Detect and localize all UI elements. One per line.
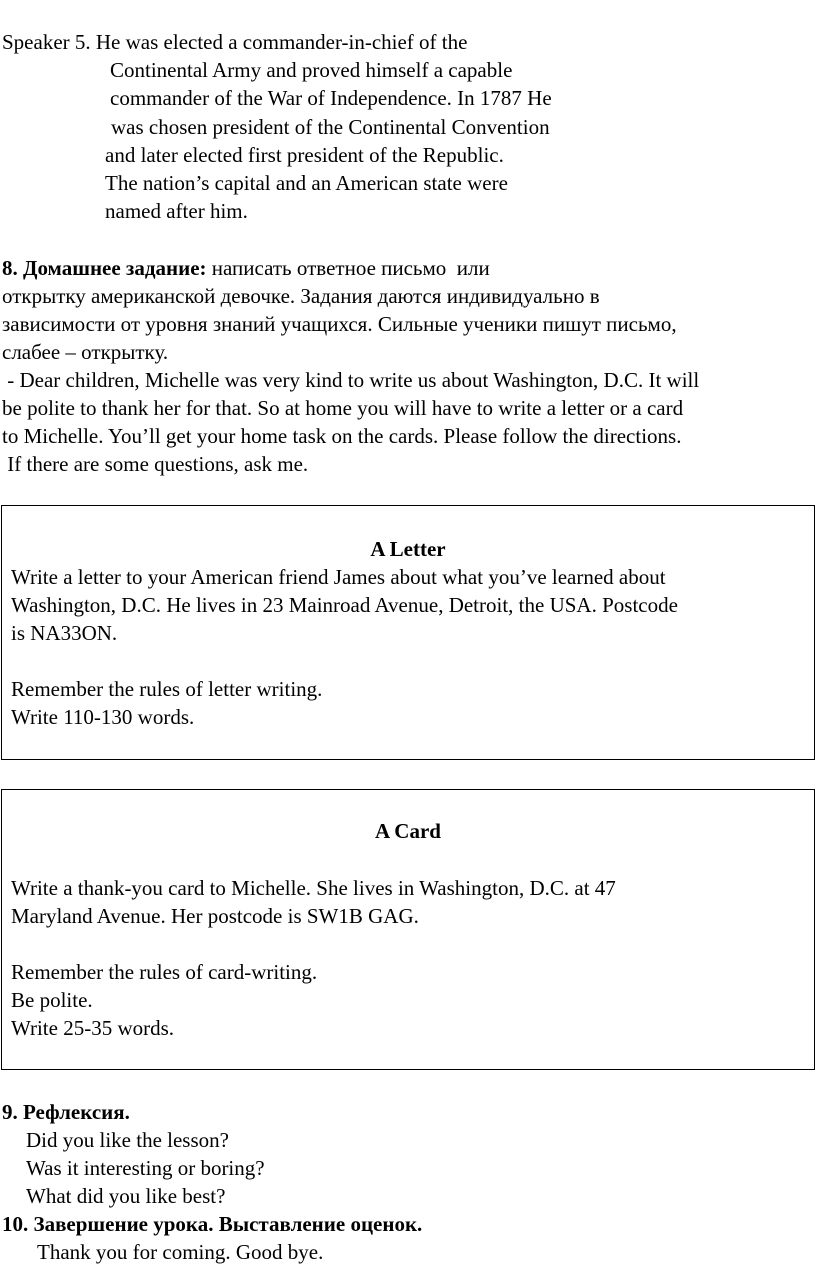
homework-heading: 8. Домашнее задание: (2, 256, 207, 280)
speaker-text-line: He was elected a commander-in-chief of the (95, 30, 468, 54)
letter-card-text-line: is NA33ON. (11, 621, 118, 645)
thank-card-text-line: Maryland Avenue. Her postcode is SW1B GAG. (11, 904, 419, 928)
speaker-text-line: named after him. (105, 199, 248, 223)
lesson-end-text: Thank you for coming. Good bye. (37, 1240, 324, 1264)
letter-card-text-line: Washington, D.C. He lives in 23 Mainroad Avenue, Detroit, the USA. Postcode (11, 593, 678, 617)
speaker-text-line: Continental Army and proved himself a capable (110, 58, 513, 82)
thank-card-text-line: Write 25-35 words. (11, 1016, 175, 1040)
thank-card-text-line: Remember the rules of card-writing. (11, 960, 318, 984)
homework-text-line: be polite to thank her for that. So at home you will have to write a letter or a card (2, 396, 684, 420)
speaker-label: Speaker 5. (2, 30, 91, 54)
reflection-question: Was it interesting or boring? (26, 1156, 265, 1180)
homework-text-line: If there are some questions, ask me. (2, 452, 309, 476)
speaker-text-line: and later elected first president of the Republic. (105, 143, 504, 167)
homework-text-line: написать ответное письмо или (211, 256, 490, 280)
homework-text-line: зависимости от уровня знаний учащихся. Сильные ученики пишут письмо, (2, 312, 677, 336)
letter-card-text-line: Write 110-130 words. (11, 705, 195, 729)
thank-card-title: A Card (375, 819, 441, 843)
speaker-5-first-line (2, 28, 467, 56)
homework-text-line: слабее – открытку. (2, 340, 169, 364)
homework-first-line (2, 254, 490, 282)
speaker-text-line: was chosen president of the Continental Convention (111, 115, 550, 139)
homework-text-line: to Michelle. You’ll get your home task on the cards. Please follow the directions. (2, 424, 682, 448)
letter-card-text-line: Remember the rules of letter writing. (11, 677, 323, 701)
thank-card-text-line: Write a thank-you card to Michelle. She lives in Washington, D.C. at 47 (11, 876, 616, 900)
reflection-heading: 9. Рефлексия. (2, 1100, 130, 1124)
speaker-text-line: commander of the War of Independence. In 1787 He (110, 86, 552, 110)
thank-card-text-line: Be polite. (11, 988, 93, 1012)
letter-card-title: A Letter (370, 537, 446, 561)
letter-card-text-line: Write a letter to your American friend James about what you’ve learned about (11, 565, 666, 589)
homework-text-line: открытку американской девочке. Задания даются индивидуально в (2, 284, 600, 308)
reflection-question: What did you like best? (26, 1184, 226, 1208)
reflection-question: Did you like the lesson? (26, 1128, 229, 1152)
homework-text-line: - Dear children, Michelle was very kind to write us about Washington, D.C. It will (2, 368, 700, 392)
lesson-end-heading: 10. Завершение урока. Выставление оценок. (2, 1212, 423, 1236)
speaker-text-line: The nation’s capital and an American state were (105, 171, 508, 195)
